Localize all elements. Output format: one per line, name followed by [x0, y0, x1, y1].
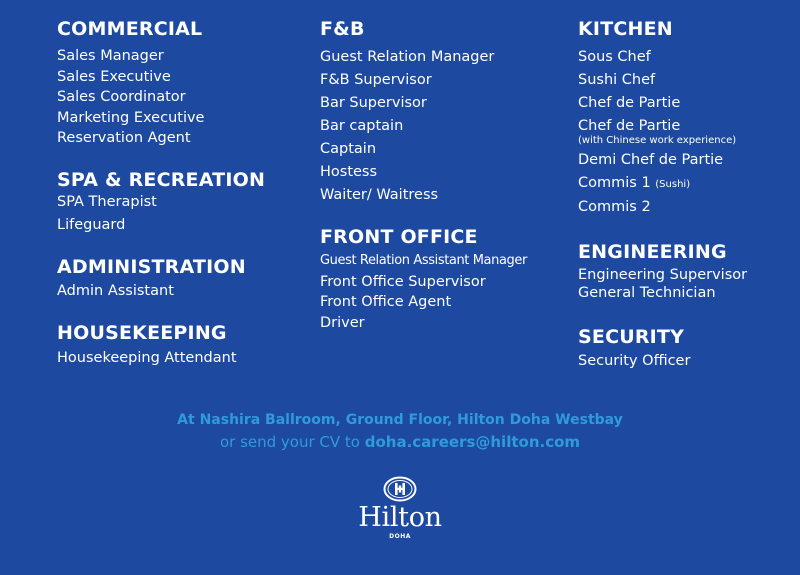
section-fnb [320, 18, 560, 207]
job-general-technician: General Technician [578, 285, 716, 301]
job-commis-1-label: Commis 1 [578, 175, 651, 191]
job-lifeguard: Lifeguard [57, 216, 126, 233]
hilton-wordmark: Hilton [358, 502, 442, 533]
job-front-office-agent: Front Office Agent [320, 294, 452, 310]
job-sales-executive: Sales Executive [57, 68, 171, 85]
job-fnb-supervisor: F&B Supervisor [320, 72, 432, 88]
location-text: At Nashira Ballroom, Ground Floor, Hilton Doha Westbay [177, 412, 623, 428]
footer-send-cv [0, 433, 800, 451]
heading-engineering: ENGINEERING [578, 241, 727, 263]
section-commercial [57, 18, 297, 149]
job-captain: Captain [320, 141, 377, 157]
heading-administration: ADMINISTRATION [57, 256, 246, 278]
logo-city: DOHA [389, 533, 411, 540]
section-spa-recreation [57, 169, 297, 235]
job-front-office-supervisor: Front Office Supervisor [320, 273, 486, 290]
job-commis-1 [578, 172, 800, 196]
job-sushi-chef: Sushi Chef [578, 72, 656, 88]
job-bar-supervisor: Bar Supervisor [320, 95, 427, 111]
section-front-office [320, 226, 560, 333]
job-sales-coordinator: Sales Coordinator [57, 89, 186, 105]
job-chef-de-partie-chinese [578, 115, 800, 147]
section-administration [57, 256, 297, 302]
job-commis-2: Commis 2 [578, 199, 651, 215]
section-security [578, 326, 800, 372]
heading-spa-recreation: SPA & RECREATION [57, 169, 266, 191]
job-guest-relation-assistant-manager: Guest Relation Assistant Manager [320, 253, 527, 268]
footer-location [0, 412, 800, 428]
job-demi-chef-de-partie: Demi Chef de Partie [578, 152, 724, 168]
section-housekeeping [57, 322, 297, 369]
job-spa-therapist: SPA Therapist [57, 194, 157, 210]
careers-email-link[interactable]: doha.careers@hilton.com [364, 433, 581, 451]
job-sous-chef: Sous Chef [578, 49, 651, 65]
job-admin-assistant: Admin Assistant [57, 283, 174, 299]
heading-housekeeping: HOUSEKEEPING [57, 322, 227, 344]
job-reservation-agent: Reservation Agent [57, 130, 191, 146]
job-engineering-supervisor: Engineering Supervisor [578, 267, 748, 283]
sushi-note: (Sushi) [655, 179, 691, 190]
hilton-h-emblem-icon [383, 476, 417, 502]
section-kitchen [578, 18, 800, 219]
job-chef-de-partie-chinese-label: Chef de Partie [578, 118, 681, 134]
heading-kitchen: KITCHEN [578, 18, 673, 40]
job-housekeeping-attendant: Housekeeping Attendant [57, 350, 237, 366]
send-cv-text: or send your CV to [219, 433, 365, 451]
job-waiter-waitress: Waiter/ Waitress [320, 187, 439, 203]
heading-fnb: F&B [320, 18, 365, 40]
job-driver: Driver [320, 314, 365, 331]
job-marketing-executive: Marketing Executive [57, 109, 205, 126]
heading-commercial: COMMERCIAL [57, 18, 203, 40]
heading-front-office: FRONT OFFICE [320, 226, 478, 248]
job-chef-de-partie: Chef de Partie [578, 95, 681, 111]
job-sales-manager: Sales Manager [57, 48, 164, 64]
section-engineering [578, 241, 800, 302]
job-security-officer: Security Officer [578, 353, 691, 369]
chinese-experience-note: (with Chinese work experience) [578, 135, 737, 146]
job-guest-relation-manager: Guest Relation Manager [320, 49, 495, 65]
job-hostess: Hostess [320, 164, 378, 180]
heading-security: SECURITY [578, 326, 685, 348]
job-bar-captain: Bar captain [320, 118, 404, 134]
